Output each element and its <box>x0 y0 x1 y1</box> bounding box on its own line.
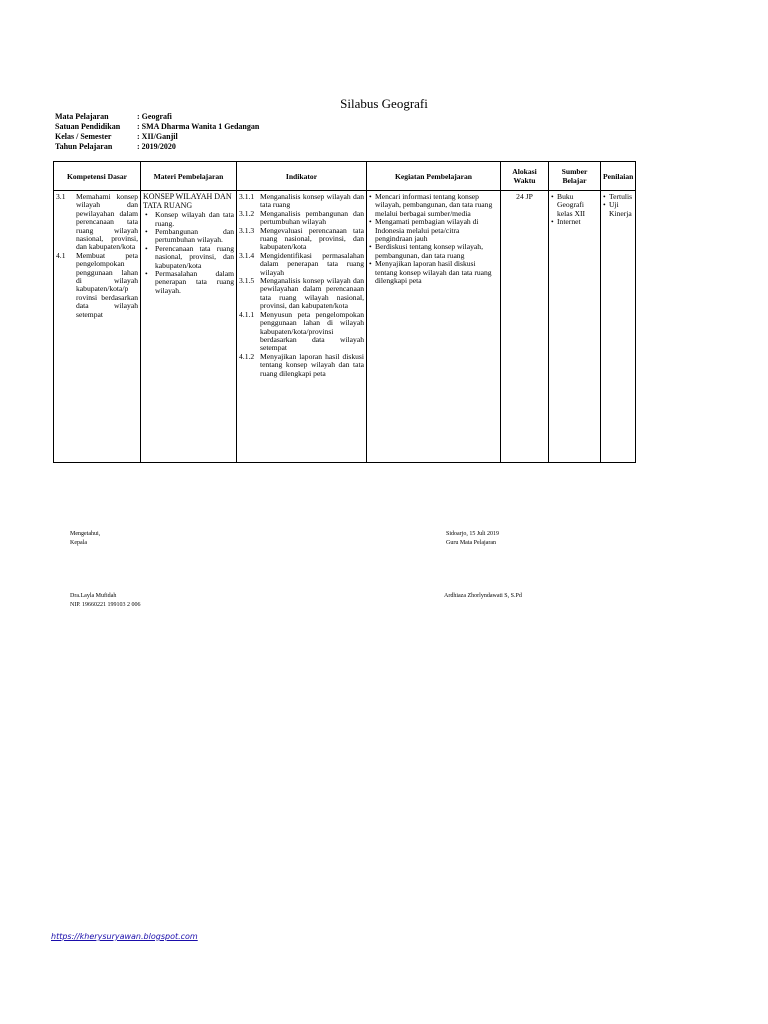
indikator-text: Menganalisis konsep wilayah dan tata ruang <box>260 192 364 210</box>
indikator-number: 3.1.3 <box>239 225 255 235</box>
bullet-icon: • <box>369 242 372 252</box>
indikator-text: Mengidentifikasi permasalahan dalam penerapan tata ruang wilayah <box>260 250 364 277</box>
kegiatan-item <box>369 193 498 218</box>
meta-row-satuan-pendidikan <box>55 122 259 132</box>
bullet-icon: • <box>551 217 554 227</box>
page-title: Silabus Geografi <box>340 96 428 111</box>
kegiatan-text: Menyajikan laporan hasil diskusi tentang konsep wilayah dan tata ruang dilengkapi peta <box>375 259 492 286</box>
meta-label: Mata Pelajaran <box>55 112 109 121</box>
header-sumber-belajar: Sumber Belajar <box>549 162 601 191</box>
indikator-item <box>239 277 364 311</box>
kd-item <box>56 252 138 319</box>
cell-penilaian <box>601 191 636 463</box>
indikator-item <box>239 252 364 277</box>
signature-left-nip: NIP. 19660221 199103 2 006 <box>70 602 141 608</box>
header-materi: Materi Pembelajaran <box>141 162 237 191</box>
signature-left-line1: Mengetahui, <box>70 531 101 537</box>
cell-kompetensi-dasar <box>54 191 141 463</box>
signature-left-line2: Kepala <box>70 540 87 546</box>
alokasi-waktu-value: 24 JP <box>516 192 533 201</box>
kegiatan-item <box>369 243 498 260</box>
signature-right-name: Ardhiaza Zhorlyndawati S, S.Pd <box>444 593 522 599</box>
bullet-icon: • <box>369 217 372 227</box>
signature-right-name-block <box>444 592 522 601</box>
indikator-text: Menyusun peta pengelompokan penggunaan lahan di wilayah kabupaten/kota/provinsi berdasarkan data wilayah setempat <box>260 309 364 353</box>
signature-left-name: Dra.Layla Mufidah <box>70 593 117 599</box>
bullet-icon: • <box>551 192 554 201</box>
indikator-number: 3.1.1 <box>239 192 255 201</box>
table-row <box>54 191 636 463</box>
bullet-icon: • <box>603 200 606 210</box>
meta-label: Satuan Pendidikan <box>55 122 121 131</box>
materi-item <box>143 270 234 295</box>
cell-materi <box>141 191 237 463</box>
meta-label: Tahun Pelajaran <box>55 142 113 151</box>
cell-indikator <box>237 191 367 463</box>
kegiatan-item <box>369 260 498 285</box>
bullet-icon: • <box>603 192 606 201</box>
meta-row-kelas-semester <box>55 132 259 142</box>
indikator-item <box>239 210 364 227</box>
indikator-item <box>239 353 364 378</box>
indikator-text: Menyajikan laporan hasil diskusi tentang konsep wilayah dan tata ruang dilengkapi peta <box>260 351 364 378</box>
signature-right-header <box>446 530 499 548</box>
kegiatan-text: Berdiskusi tentang konsep wilayah, pembangunan, dan tata ruang <box>375 242 483 260</box>
indikator-number: 3.1.4 <box>239 250 255 260</box>
bullet-icon: • <box>145 243 148 253</box>
meta-value: : 2019/2020 <box>137 142 176 151</box>
bullet-icon: • <box>145 210 148 220</box>
meta-row-mata-pelajaran <box>55 112 259 122</box>
penilaian-text: Tertulis <box>609 192 633 201</box>
kd-item <box>56 193 138 252</box>
indikator-text: Mengevaluasi perencanaan tata ruang nasional, provinsi, dan kabupaten/kota <box>260 225 364 252</box>
meta-value: : SMA Dharma Wanita 1 Gedangan <box>137 122 260 131</box>
meta-value: : XII/Ganjil <box>137 132 178 141</box>
materi-text: Pembangunan dan pertumbuhan wilayah. <box>155 227 234 245</box>
indikator-text: Menganalisis konsep wilayah dan pewilayahan dalam perencanaan tata ruang wilayah nasional, provinsi, dan kabupaten/kota <box>260 276 364 311</box>
meta-value: : Geografi <box>137 112 172 121</box>
indikator-number: 3.1.2 <box>239 208 255 218</box>
footer-link[interactable]: https://kherysuryawan.blogspot.com <box>51 932 198 941</box>
header-kegiatan: Kegiatan Pembelajaran <box>367 162 501 191</box>
bullet-icon: • <box>369 259 372 269</box>
indikator-number: 4.1.2 <box>239 351 255 361</box>
materi-text: Permasalahan dalam penerapan tata ruang wilayah. <box>155 269 234 295</box>
sumber-text: Internet <box>557 217 581 227</box>
indikator-item <box>239 227 364 252</box>
signature-left-name-block <box>70 592 141 610</box>
bullet-icon: • <box>145 269 148 279</box>
meta-row-tahun-pelajaran <box>55 142 259 152</box>
sumber-text: Buku Geografi kelas XII <box>557 192 586 218</box>
meta-label: Kelas / Semester <box>55 132 112 141</box>
materi-text: Konsep wilayah dan tata ruang. <box>155 210 234 228</box>
indikator-number: 4.1.1 <box>239 309 255 319</box>
header-kompetensi-dasar: Kompetensi Dasar <box>54 162 141 191</box>
penilaian-item <box>603 201 633 218</box>
cell-alokasi-waktu <box>501 191 549 463</box>
signature-right-line2: Guru Mata Pelajaran <box>446 540 496 546</box>
signature-right-line1: Sidoarjo, 15 Juli 2019 <box>446 531 500 537</box>
kd-text: Memahami konsep wilayah dan pewilayahan dalam perencanaan tata ruang wilayah nasional, provinsi, dan kabupaten/kota <box>76 192 138 252</box>
materi-heading: KONSEP WILAYAH DAN TATA RUANG <box>143 192 232 210</box>
table-header-row <box>54 162 636 191</box>
materi-item <box>143 245 234 270</box>
cell-kegiatan <box>367 191 501 463</box>
signature-left-header <box>70 530 100 548</box>
document-meta <box>55 112 259 152</box>
penilaian-text: Uji Kinerja <box>609 200 632 218</box>
indikator-text: Menganalisis pembangunan dan pertumbuhan wilayah <box>260 208 364 227</box>
bullet-icon: • <box>145 227 148 236</box>
silabus-table <box>53 161 636 463</box>
header-alokasi-waktu: Alokasi Waktu <box>501 162 549 191</box>
cell-sumber-belajar <box>549 191 601 463</box>
indikator-item <box>239 311 364 353</box>
sumber-item <box>551 193 598 218</box>
indikator-number: 3.1.5 <box>239 276 255 286</box>
kd-text: Membuat peta pengelompokan penggunaan lahan di wilayah kabupaten/kota/p rovinsi berdasarkan data wilayah setempat <box>76 250 138 319</box>
kegiatan-text: Mengamati pembagian wilayah di Indonesia melalui peta/citra pengindraan jauh <box>375 217 479 244</box>
materi-item <box>143 211 234 228</box>
bullet-icon: • <box>369 192 372 201</box>
kegiatan-text: Mencari informasi tentang konsep wilayah, pembangunan, dan tata ruang melalui berbagai sumber/media <box>375 192 493 218</box>
kegiatan-item <box>369 218 498 243</box>
kd-number: 3.1 <box>56 192 66 201</box>
kd-number: 4.1 <box>56 250 66 260</box>
header-penilaian: Penilaian <box>601 162 636 191</box>
header-indikator: Indikator <box>237 162 367 191</box>
materi-item <box>143 228 234 245</box>
sumber-item <box>551 218 598 226</box>
materi-text: Perencanaan tata ruang nasional, provinsi, dan kabupaten/kota <box>155 243 234 270</box>
indikator-item <box>239 193 364 210</box>
